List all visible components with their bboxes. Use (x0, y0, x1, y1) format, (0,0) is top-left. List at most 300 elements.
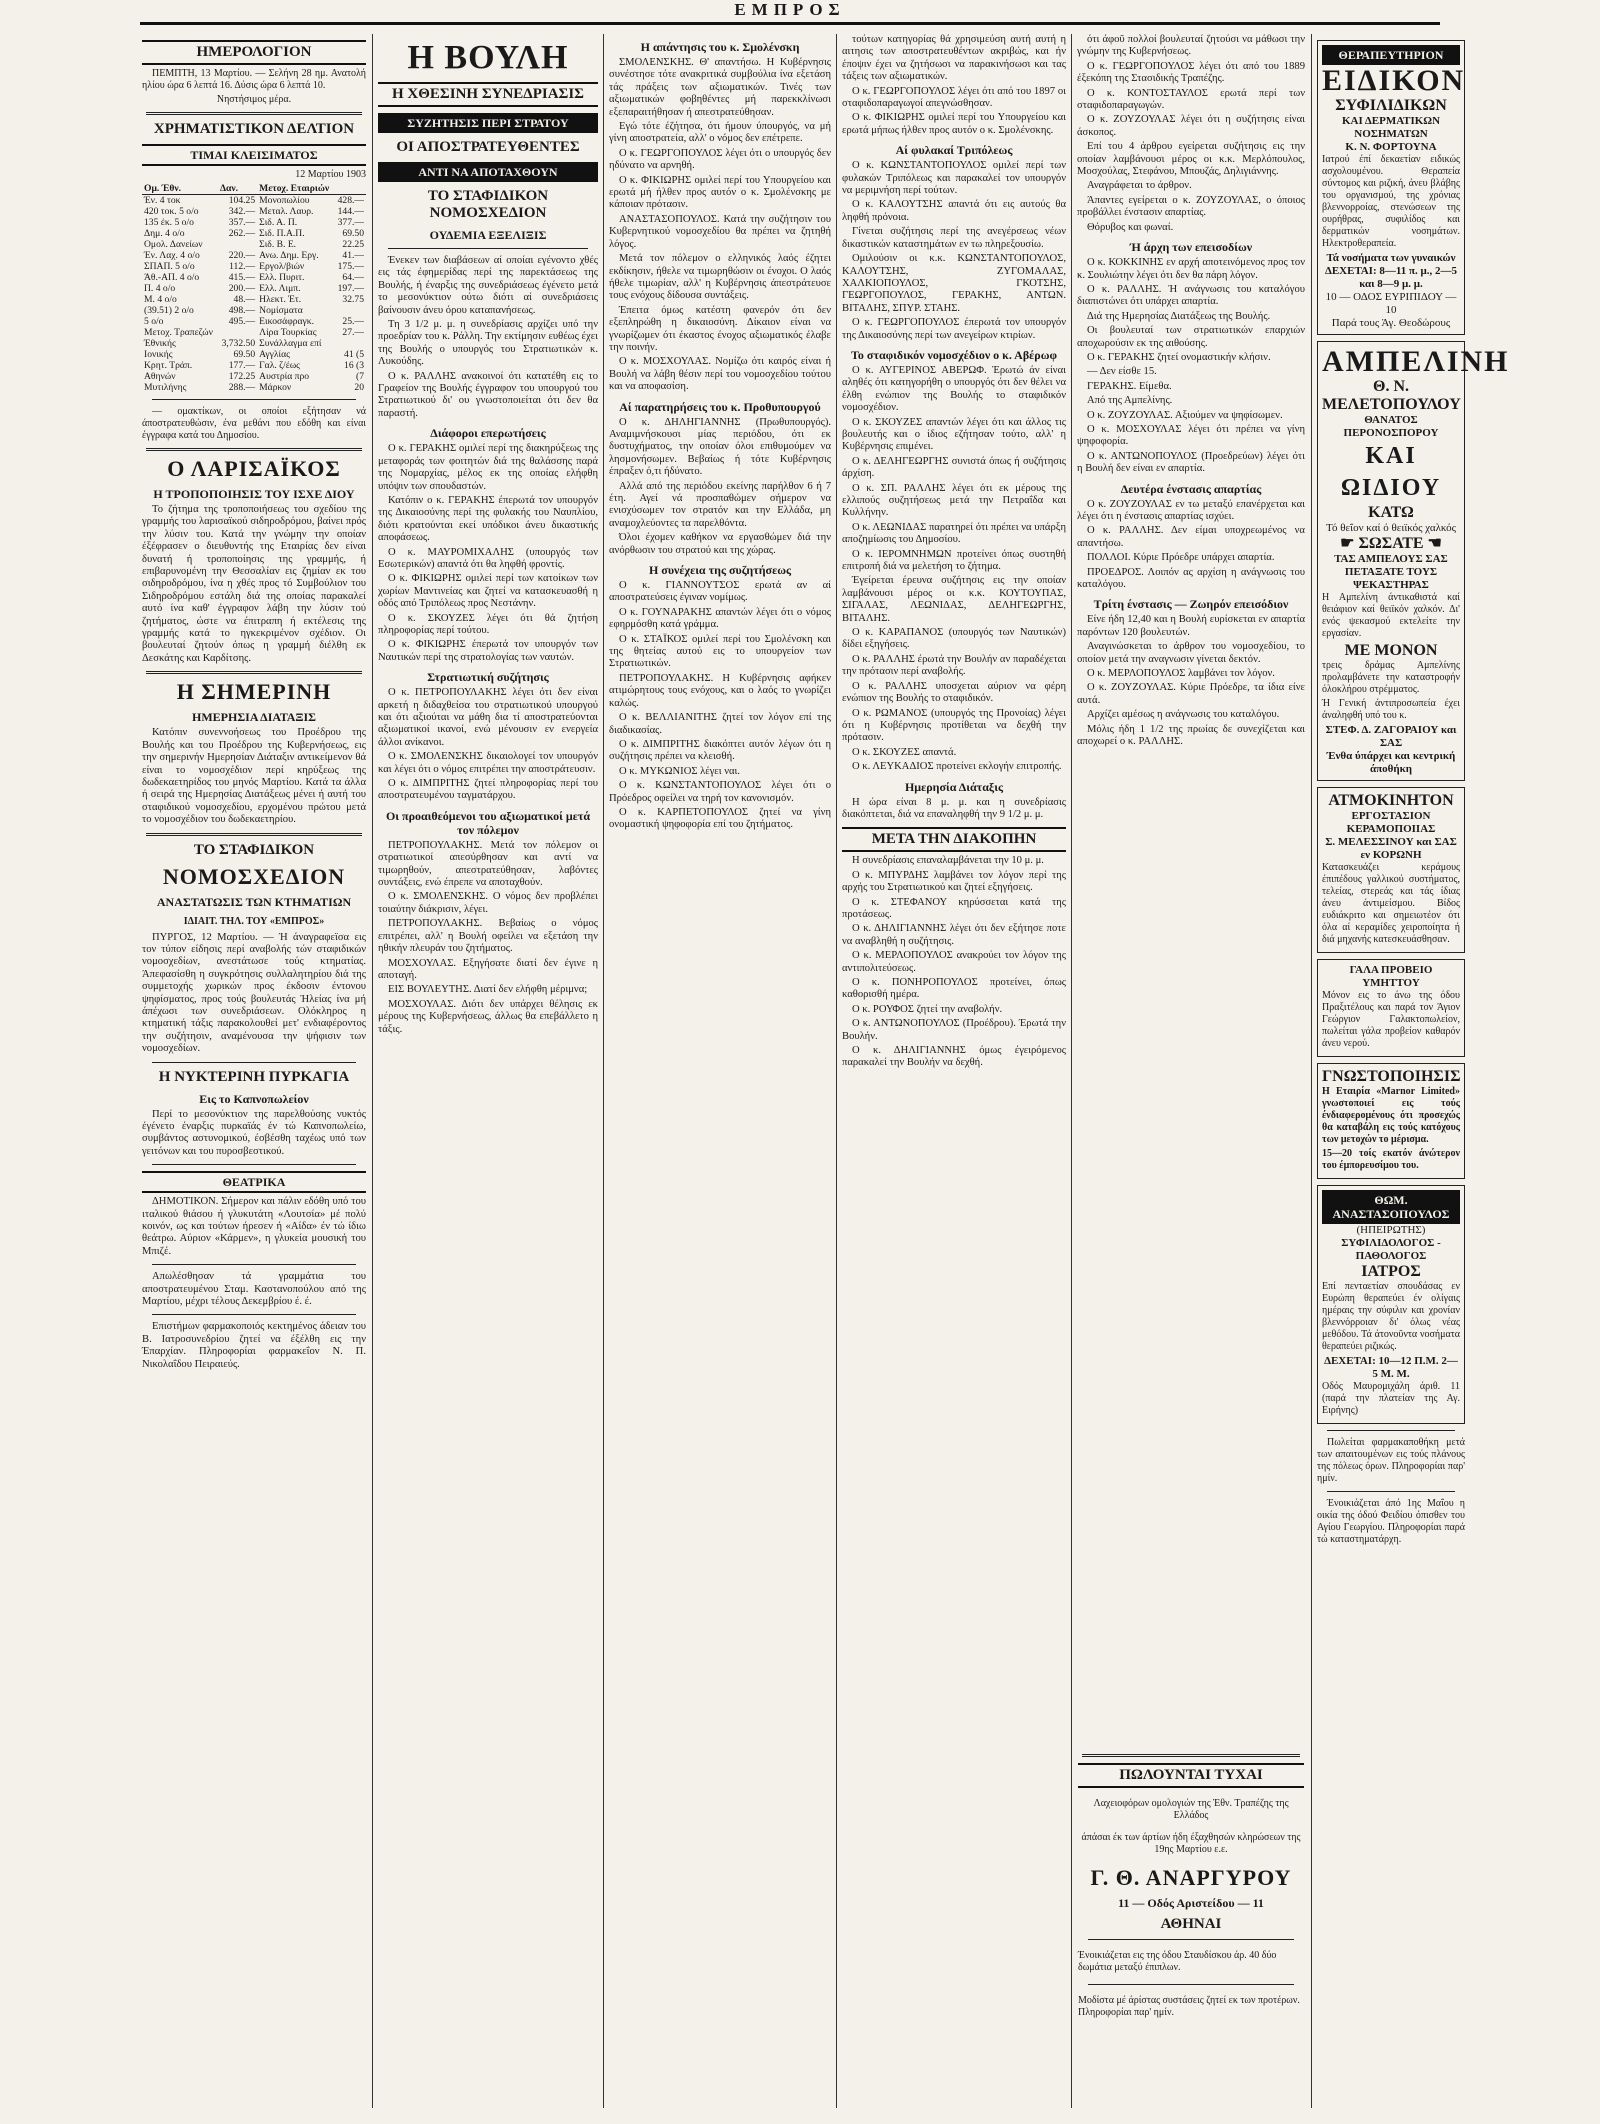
ampelini-ad-only: ΜΕ ΜΟΝΟΝ (1344, 642, 1438, 659)
paragraph: Ο κ. ΙΕΡΟΜΝΗΜΩΝ προτείνει όπως συστηθή επιτροπή διά να μελετήση το ζήτημα. (842, 548, 1066, 573)
finance-row (142, 316, 366, 327)
paragraph: Έπειτα όμως κατέστη φανερόν ότι δεν εξεπληρώθη η δικαιοσύνη. Δίκαιον είναι να γνωρίζωμεν ότι έκαστος ένοχος αξιωματικός έλαβε την ποινήν. (609, 304, 831, 353)
fin-header: Ομ. Έθν. (142, 183, 218, 195)
finance-cell: 112.— (229, 261, 256, 272)
paragraph: Αλλά από της περιόδου εκείνης παρήλθον 6 ή 7 έτη. Αγεί νά προσπαθώμεν σήμερον να ενισχύσωμεν τον στρατόν και την Ελλάδα, μη αναμοχλεύοντες τα παρελθόντα. (609, 480, 831, 529)
paragraph: ότι άφοῦ πολλοί βουλευταί ζητούσι να μάθωσι την γνώμην της Κυβερνήσεως. (1077, 34, 1305, 58)
tile-factory-ad (1317, 787, 1465, 953)
paragraph: Ο κ. ΜΠΥΡΔΗΣ λαμβάνει τον λόγον περί της αρχής του Στρατιωτικού και ζητεί εξηγήσεις. (842, 869, 1066, 894)
paragraph: Ο κ. ΚΑΡΠΕΤΟΠΟΥΛΟΣ ζητεί να γίνη ονομαστική ψηφοφορία επί του ζητήματος. (609, 806, 831, 831)
paragraph: Ο κ. ΡΑΛΛΗΣ υποσχεται αύριον να φέρη ενώπιον της Βουλής το σταφιδικόν. (842, 680, 1066, 705)
paragraph: Ο κ. ΡΟΥΦΟΣ ζητεί την αναβολήν. (852, 1003, 1003, 1015)
paragraph: ΜΟΣΧΟΥΛΑΣ. Διότι δεν υπάρχει θέλησις εκ μέρους της Κυβερνήσεως, άλλως θα επεβάλλετο η τάξις. (378, 998, 598, 1035)
finance-cell: 41.— (342, 250, 364, 261)
finance-cell: Έν. Λαχ. 4 ο/ο (144, 250, 200, 261)
paragraph: Ο κ. ΒΕΛΛΙΑΝΙΤΗΣ ζητεί τον λόγον επί της διαδικασίας. (609, 712, 831, 736)
fin-header (334, 183, 366, 195)
ampelini-ad-representation: Ή Γενική άντιπροσωπεία έχει άναληφθή υπό του κ. (1322, 698, 1460, 721)
clinic-ad (1317, 40, 1465, 335)
finance-cell: 69.50 (233, 349, 256, 360)
column-rule (1311, 34, 1312, 2108)
paragraph: Ο κ. ΣΜΟΛΕΝΣΚΗΣ δικαιολογεί τον υπουργόν και λέγει ότι ο νόμος επιτρέπει την αποστράτευσιν. (378, 751, 598, 775)
raisin-heading: ΤΟ ΣΤΑΦΙΔΙΚΟΝ (193, 841, 315, 858)
finance-cell: Μυτιλήνης (144, 382, 187, 393)
paragraph: Ο κ. ΚΟΚΚΙΝΗΣ εν αρχή αποτεινόμενος προς τον κ. Σουλιώτην λέγει ότι δεν θα πάρη λόγον. (1077, 257, 1305, 281)
questions-heading: Διάφοροι επερωτήσεις (430, 426, 546, 441)
prisons-heading: Αί φυλακαί Τριπόλεως (895, 143, 1013, 158)
paragraph: Ο κ. ΣΜΟΛΕΝΣΚΗΣ. Ο νόμος δεν προβλέπει τοιαύτην διάκρισιν, λέγει. (378, 891, 598, 915)
tile-ad-text: Κατασκευάζει κεράμους έπιπέδους γαλλικού συστήματος, τελείας, στερεάς και τάς ίδιας άνευ άντιμείσμου. Βίδος ευδιάκριτο και σημειωτέον ότι όλα αί κεραμίδες χειροποίητα ή διά μηχανής κατεσκευάσθησαν. (1322, 862, 1460, 945)
intro-paragraph: — ομακτίκων, οι οποίοι εξήτησαν νά άποστρατευθώσιν, ένα μεθάνι που εδόθη και είναι έγγραφα κατά του Δημοσίου. (142, 406, 366, 441)
column-rule (603, 34, 604, 2108)
finance-row (142, 382, 366, 393)
paragraph: Άπαντες εγείρεται ο κ. ΖΟΥΖΟΥΛΑΣ, ο όποιος προβάλλει ένστασιν απαρτίας. (1077, 194, 1305, 219)
clinic-ad-hours: ΔΕΧΕΤΑΙ: 8—11 π. μ., 2—5 και 8—9 μ. μ. (1324, 265, 1458, 290)
finance-row (142, 239, 366, 250)
finance-cell: 495.— (228, 316, 256, 327)
paragraph: Ο κ. ΜΟΣΧΟΥΛΑΣ. Νομίζω ότι καιρός είναι ή Βουλή να λάβη θέσιν περί του νομοσχεδίου τούτου και να αποφασίση. (609, 356, 831, 393)
finance-cell: Άθ.-ΑΠ. 4 ο/ο (144, 272, 200, 283)
paragraph: ΠΕΤΡΟΠΟΥΛΑΚΗΣ. Η Κυβέρνησις αφήκεν ατιμώρητους τους ενόχους, και ο λαός το γνωρίζει καλώς. (609, 672, 831, 709)
fire-heading: Η ΝΥΚΤΕΡΙΝΗ ΠΥΡΚΑΓΙΑ (158, 1068, 350, 1085)
paragraph: Ο κ. ΓΕΡΑΚΗΣ ζητεί ονομαστικήν κλήσιν. (1087, 351, 1271, 363)
pointing-hand-icon: ☚ (1427, 535, 1442, 552)
army-debate-heading: Στρατιωτική συζήτησις (427, 670, 549, 685)
theatre-text: ΔΗΜΟΤΙΚΟΝ. Σήμερον και πάλιν εδόθη υπό του ιταλικού θιάσου ή γλυκυτάτη «Λουτσία» μέ πολύ κοινόν, ως και τούτων ήρεσεν ή «Αίδα» έν τώ ίδιω θεάτρω. Αύριον «Κάρμεν», η γλυκεία μουσική του Μπιζέ. (142, 1196, 366, 1257)
finance-cell: Ελλ. Πυριτ. (259, 272, 305, 283)
doctor-ad-address: Οδός Μαυρομιχάλη άριθ. 11 (παρά την πλατείαν της Αγ. Ειρήνης) (1322, 1381, 1460, 1416)
continuation-heading: Η συνέχεια της συζητήσεως (648, 563, 792, 578)
finance-row (142, 294, 366, 305)
ampelini-ad-oidium: ΚΑΙ ΩΙΔΙΟΥ (1340, 443, 1442, 501)
finance-row (142, 217, 366, 228)
finance-cell (218, 327, 257, 338)
paragraph: Ο κ. ΛΕΥΚΑΔΙΟΣ προτείνει εκλογήν επιτροπής. (852, 761, 1062, 773)
milk-ad (1317, 959, 1465, 1057)
finance-row (142, 371, 366, 382)
finance-cell: Σιδ. Β. Ε. (259, 239, 297, 250)
finance-cell: Αθηνών (144, 371, 176, 382)
paragraph: Ο κ. ΔΗΛΙΓΙΑΝΝΗΣ όμως έγειρόμενος παρακαλεί την Βουλήν να δεχθή. (842, 1045, 1066, 1069)
paragraph: Η ώρα είναι 8 μ. μ. και η συνεδρίασις διακόπτεται, διά να επαναληφθή την 9 1/2 μ. μ. (842, 796, 1066, 820)
finance-cell: 357.— (228, 217, 256, 228)
ampelini-ad-death: ΘΑΝΑΤΟΣ ΠΕΡΟΝΟΣΠΟΡΟΥ (1343, 414, 1439, 439)
finance-row (142, 305, 366, 316)
paragraph: Διά της Ημερησίας Διατάξεως της Βουλής. (1087, 310, 1271, 322)
clinic-ad-women: Τά νοσήματα των γυναικών (1326, 252, 1456, 264)
lottery-name: Γ. Θ. ΑΝΑΡΓΥΡΟΥ (1090, 1865, 1292, 1890)
paragraph: Ο κ. ΖΟΥΖΟΥΛΑΣ. Κύριε Πρόεδρε, τα ίδια είνε αυτά. (1077, 682, 1305, 706)
seamstress-notice: Μοδίστα μέ άρίστας συστάσεις ζητεί εκ των προτέρων. Πληροφορίαι παρ' ημίν. (1078, 1995, 1300, 2018)
ampelini-ad-save-2: ΤΑΣ ΑΜΠΕΛΟΥΣ ΣΑΣ (1334, 553, 1448, 565)
ampelini-ad-down: ΚΑΤΩ (1368, 504, 1414, 521)
larissa-subheading: Η ΤΡΟΠΟΠΟΙΗΣΙΣ ΤΟΥ ΙΣΧΕ ΔΙΟΥ (153, 487, 355, 501)
paragraph: Ο κ. ΣΤΕΦΑΝΟΥ κηρύσσεται κατά της προτάσεως. (842, 896, 1066, 920)
paragraph: Ο κ. ΡΑΛΛΗΣ. Ή ανάγνωσις του καταλόγου διαπιστώνει ότι υπάρχει απαρτία. (1077, 283, 1305, 308)
paragraph: Ο κ. ΚΑΛΟΥΤΣΗΣ απαντά ότι εις αυτούς θα ληφθή πρόνοια. (842, 199, 1066, 223)
clinic-ad-address-2: Παρά τους Άγ. Θεοδώρους (1331, 317, 1451, 329)
averof-heading: Το σταφιδικόν νομοσχέδιον ο κ. Αβέρωφ (851, 347, 1057, 362)
diary-note: Νηστήσιμος μέρα. (216, 94, 292, 105)
paragraph: Ο κ. ΖΟΥΖΟΥΛΑΣ. Αξιούμεν να ψηφίσωμεν. (1087, 409, 1283, 421)
raisin-subheading: ΑΝΑΣΤΑΤΩΣΙΣ ΤΩΝ ΚΤΗΜΑΤΙΩΝ (156, 894, 352, 909)
finance-cell: (39.51) 2 ο/ο (144, 305, 194, 316)
paragraph: Ο κ. ΔΕΛΗΓΕΩΡΓΗΣ συνιστά όπως ή συζήτησις άρχίση. (842, 455, 1066, 480)
paragraph: Ο κ. ΦΙΚΙΩΡΗΣ ομιλεί περί των κατοίκων των χωρίων Μαντινείας και ζητεί να κατασκευασθή η οδός από Τριπόλεως προς Νεστάνην. (378, 573, 598, 610)
finance-cell: 262.— (228, 228, 256, 239)
lottery-city: ΑΘΗΝΑΙ (1160, 1916, 1222, 1932)
paragraph: Ο κ. ΔΗΛΗΓΙΑΝΝΗΣ (Πρωθυπουργός). Αναμιμνήσκουσι μίας περιόδου, ότι εκ δυστυχήματος, την οποίαν όλοι επιθυμούμεν να λησμονήσωμεν. Βεβαίως ή τότε Κυβέρνησις έπραξεν ό,τι ήδύνατο. (609, 416, 831, 478)
notice-ad-text: Η Εταιρία «Marnor Limited» γνωστοποιεί εις τούς ένδιαφερομένους ότι προσεχώς θα καταβάλη εις τούς κατόχους των μετοχών το μέρισμα. (1322, 1086, 1460, 1145)
paragraph: Ο κ. ΦΙΚΙΩΡΗΣ ομιλεί περί του Υπουργείου και ερωτά μήπως ήλθεν προς αυτόν ο κ. Σμολένσκης. (842, 112, 1066, 136)
notice-ad-text-2: 15—20 τοίς εκατόν άνώτερον του έμπορευσίμου του. (1322, 1148, 1460, 1171)
paragraph: Ο κ. ΡΑΛΛΗΣ. Δεν είμαι υποχρεωμένος να απαντήσω. (1077, 525, 1305, 549)
paragraph: Ο κ. ΣΚΟΥΖΕΣ απαντών λέγει ότι και άλλος τις βουλευτής και ο ίδιος εζήτησαν τούτο, αλλ' η Κυβέρνησις επιμένει. (842, 416, 1066, 453)
paragraph: ΣΜΟΛΕΝΣΚΗΣ. Θ' απαντήσω. Η Κυβέρνησις συνέστησε τότε ανακριτικά συμβούλια ίνα εξετάση τάς πράξεις των αξιωματικών. Τινές των αξιωματικών φοβηθέντες μή παρεκκλίνωσι εξεπαραιτήθησαν ή απεστρατεύθησαν. (609, 57, 831, 118)
milk-ad-title: ΓΑΛΑ ΠΡΟΒΕΙΟ ΥΜΗΤΤΟΥ (1349, 964, 1433, 989)
finance-cell: Ανω. Δημ. Εργ. (259, 250, 319, 261)
paragraph: Ο κ. ΠΟΝΗΡΟΠΟΥΛΟΣ προτείνει, όπως καθορισθή ημέρα. (842, 977, 1066, 1001)
paragraph: Ο κ. ΚΟΝΤΟΣΤΑΥΛΟΣ ερωτά περί των σταφιδοπαραγωγών. (1077, 87, 1305, 112)
paragraph: τούτων κατηγορίας θά χρησιμεύση αυτή αυτή η αιτησις των αποστρατευθέντων ακριβώς, και ήν έποψιν έχει να ζητήσωσι να παρακινήσωσι και τας τάξεις των αξιωματικών. (842, 34, 1066, 83)
paragraph: Μετά τον πόλεμον ο ελληνικός λαός έζητει εκδίκησιν, ήθελε να τιμωρηθώσιν οι ένοχοι. Ο λαός ήθελε τιμωρίαν, αλλ' η Κυβέρνησις άπεστράτευσε τους ενόχους δίδουσα συντάξεις. (609, 253, 831, 302)
paragraph: Οι βουλευταί των στρατιωτικών επαρχιών αποχωρούσιν εκ της αιθούσης. (1077, 325, 1305, 349)
incidents-heading: Ή άρχη των επεισοδίων (1129, 240, 1253, 255)
clinic-ad-address: 10 — ΟΔΟΣ ΕΥΡΙΠΙΔΟΥ — 10 (1325, 291, 1457, 316)
finance-cell: Εικοσάφραγκ. (259, 316, 315, 327)
doctor-ad (1317, 1185, 1465, 1424)
paragraph: ΠΟΛΛΟΙ. Κύριε Πρόεδρε υπάρχει απαρτία. (1087, 552, 1275, 564)
paragraph: Ο κ. ΜΟΣΧΟΥΛΑΣ λέγει ότι πρέπει να γίνη ψηφοφορία. (1077, 423, 1305, 448)
observations-heading: Αί παρατηρήσεις του κ. Προθυπουργού (619, 399, 821, 414)
paragraph: ΠΡΟΕΔΡΟΣ. Λοιπόν ας αρχίση η ανάγνωσις του καταλόγου. (1077, 566, 1305, 591)
finance-cell: Μονοπωλίου (259, 195, 310, 206)
paragraph: Αναγινώσκεται το άρθρον του νομοσχεδίου, το οποίον μετά την αναγνωσιν γίνεται δεκτόν. (1077, 641, 1305, 665)
finance-cell: Γαλ. ζ/έως (259, 360, 300, 371)
paragraph: ΑΝΑΣΤΑΣΟΠΟΥΛΟΣ. Κατά την συζήτησιν του Κυβερνητικού νομοσχεδίου θα πρέπει να ζητηθή λόγος. (609, 213, 831, 250)
paragraph: Ο κ. ΠΕΤΡΟΠΟΥΛΑΚΗΣ λέγει ότι δεν είναι αρκετή η διδαχθείσα του στρατιωτικού υπουργού και ότι αξιούται να μάθη δια τί αποστρατεύονται αξιωματικοί ικανοί, ενώ μένουσιν εν ενεργεία άλλοι ανίκανοι. (378, 687, 598, 748)
finance-cell: Ηλεκτ. Έτ. (259, 294, 302, 305)
finance-table (142, 183, 366, 393)
finance-cell: 104.25 (228, 195, 256, 206)
paragraph: Ο κ. ΓΕΩΡΓΟΠΟΥΛΟΣ λέγει ότι από του 1889 έξεκόπη της Στασιδικής Τραπέζης. (1077, 60, 1305, 85)
paragraph: Ο κ. ΜΕΡΛΟΠΟΥΛΟΣ ανακρούει τον λόγον της αντιπολιτεύσεως. (842, 950, 1066, 974)
paragraph: Ο κ. ΑΥΓΕΡΙΝΟΣ ΑΒΕΡΩΦ. Έρωτώ άν είναι αληθές ότι κατηγορήθη ο υπουργός ότι δεν θέλει να έλθη ενώπιον της Βουλής το σταφιδικόν νομοσχέδιον. (842, 364, 1066, 414)
finance-cell: 64.— (342, 272, 364, 283)
raisin-telegram: ΙΔΙΑΙΤ. ΤΗΛ. ΤΟΥ «ΕΜΠΡΟΣ» (183, 915, 325, 927)
doctor-ad-title-2: ΙΑΤΡΟΣ (1361, 1263, 1421, 1280)
finance-cell: 177.— (228, 360, 256, 371)
finance-cell: 172.25 (228, 371, 256, 382)
paragraph: Ο κ. ΑΝΤΩΝΟΠΟΥΛΟΣ (Προέδρου). Έρωτά την Βουλήν. (842, 1018, 1066, 1042)
today-text: Κατόπιν συνεννοήσεως του Προέδρου της Βουλής και του Προέδρου της Κυβερνήσεως, εις την σημερινήν Ημερησίαν Διάταξιν αντικείμενον θά είναι το νομοσχέδιον περί κηρύξεως της δωδεκαετηρίδος του μηνός Μαρτίου. Κατά τα άλλα ή σειρά της Ημερησίας Διατάξεως μένει ή αυτή του σταφιδικού νομοσχεδίου, ερχομένου πρώτου μετά το νομοσχέδιον του δωδεκαετηρίου. (142, 727, 366, 826)
agenda-heading: Ημερησία Διάταξις (904, 779, 1004, 794)
paragraph: Όλοι έχομεν καθήκον να εργασθώμεν διά την ανόρθωσιν του στρατού και της χώρας. (609, 532, 831, 556)
closing-prices-heading: ΤΙΜΑΙ ΚΛΕΙΣΙΜΑΤΟΣ (142, 144, 366, 166)
clinic-ad-doctor: Κ. Ν. ΦΟΡΤΟΥΝΑ (1345, 141, 1437, 153)
diary-heading: ΗΜΕΡΟΛΟΓΙΟΝ (142, 40, 366, 65)
finance-cell: Κρητ. Τράπ. (144, 360, 193, 371)
finance-cell: Νομίσματα (259, 305, 303, 316)
clinic-ad-sub: ΚΑΙ ΔΕΡΜΑΤΙΚΩΝ ΝΟΣΗΜΑΤΩΝ (1341, 115, 1441, 140)
today-subheading: ΗΜΕΡΗΣΙΑ ΔΙΑΤΑΞΙΣ (191, 710, 317, 725)
column-1 (142, 34, 366, 2114)
paragraph: Αρχίζει αμέσως η ανάγνωσις του καταλόγου. (1087, 709, 1280, 721)
finance-cell: Δημ. 4 ο/ο (144, 228, 185, 239)
finance-row (142, 261, 366, 272)
finance-cell: Σιδ. Α. Π. (259, 217, 298, 228)
clinic-ad-big: ΕΙΔΙΚΟΝ (1322, 64, 1466, 97)
paragraph: Ο κ. ΡΑΛΛΗΣ έρωτά την Βουλήν αν παραδέχεται την πρότασιν περί αναβολής. (842, 653, 1066, 678)
paragraph: ΕΙΣ ΒΟΥΛΕΥΤΗΣ. Διατί δεν ελήφθη μέριμνα; (388, 984, 588, 996)
finance-cell (334, 305, 366, 316)
notice-ad-title: ΓΝΩΣΤΟΠΟΙΗΣΙΣ (1322, 1068, 1461, 1085)
finance-cell: Μεταλ. Λαυρ. (259, 206, 314, 217)
after-break-heading: ΜΕΤΑ ΤΗΝ ΔΙΑΚΟΠΗΝ (842, 827, 1066, 852)
paragraph: Ο κ. ΚΩΝΣΤΑΝΤΟΠΟΥΛΟΣ ομιλεί περί των φυλακών Τριπόλεως και παρακαλεί τον υπουργόν να μεριμνήση περί τούτων. (842, 160, 1066, 197)
paragraph: Ο κ. ΜΑΥΡΟΜΙΧΑΛΗΣ (υπουργός των Εσωτερικών) απαντά ότι θα ληφθή φροντίς. (378, 546, 598, 570)
finance-cell: Σιδ. Π.Α.Π. (259, 228, 305, 239)
retired-sub-heading: ΑΝΤΙ ΝΑ ΑΠΟΤΑΧΘΟΥΝ (378, 162, 598, 182)
diary-text: ΠΕΜΠΤΗ, 13 Μαρτίου. — Σελήνη 28 ημ. Ανατολή ηλίου ώρα 6 λεπτά 16. Δύσις ώρα 6 λεπτά 10. (142, 68, 366, 91)
paragraph: Ο κ. ΚΩΝΣΤΑΝΤΟΠΟΥΛΟΣ λέγει ότι ο Πρόεδρος οφείλει να τηρή τον κανονισμόν. (609, 780, 831, 804)
session-heading: Η ΧΘΕΣΙΝΗ ΣΥΝΕΔΡΙΑΣΙΣ (378, 82, 598, 107)
paragraph: ΠΕΤΡΟΠΟΥΛΑΚΗΣ. Βεβαίως ο νόμος επιτρέπει, αλλ' η Βουλή οφείλει να εξετάση την ηθικήν πλευράν του ζητήματος. (378, 918, 598, 955)
finance-cell: Εργολ/βιών (259, 261, 305, 272)
lost-notice: Απωλέσθησαν τά γραμμάτια του αποστρατευμένου Σταμ. Καστανοπούλου από της Μαρτίου, μέχρι τέλους Δεκεμβρίου έ. έ. (142, 1271, 366, 1308)
paragraph: Ο κ. ΖΟΥΖΟΥΛΑΣ εν τω μεταξύ επανέρχεται και λέγει ότι η ένστασις απαρτίας ισχύει. (1077, 498, 1305, 522)
finance-cell: 48.— (233, 294, 256, 305)
finance-cell: Π. 4 ο/ο (144, 283, 176, 294)
paragraph: ΠΕΤΡΟΠΟΥΛΑΚΗΣ. Μετά τον πόλεμον οι στρατιωτικοί απεσύρθησαν και αντί να τιμωρηθούν, απεστρατεύθησαν, λαβόντες συντάξεις, ενώ έπρεπε να αποταχθούν. (378, 839, 598, 889)
masthead: ΕΜΠΡΟΣ (140, 0, 1440, 25)
fin-header: Μετοχ. Εταιριών (257, 183, 334, 195)
ampelini-ad-paragraph-2: τρεις δράμας Αμπελίνης προλαμβάνετε την καταστροφήν όλοκλήρου στρέμματος. (1322, 660, 1460, 695)
finance-cell: 22.25 (342, 239, 364, 250)
paragraph: Ο κ. ΛΕΩΝΙΔΑΣ παρατηρεί ότι πρέπει να υπάρξη αποζημίωσις του Δημοσίου. (842, 521, 1066, 546)
milk-ad-text: Μόνον εις το άνω της όδου Πραξιτέλους και παρά τον Άγιον Γεώργιον Γαλακτοπωλείον, πωλείται γάλα προβείον καθαρόν άνευ νερού. (1322, 990, 1460, 1049)
paragraph: Από της Αμπελίνης. (1087, 395, 1173, 407)
finance-row (142, 360, 366, 371)
rent-notice: Ένοικιάζεται εις της όδου Σταυδίσκου άρ. 40 δύο δωμάτια μεταξύ έπιπλων. (1078, 1950, 1277, 1973)
army-heading: ΣΥΖΗΤΗΣΙΣ ΠΕΡΙ ΣΤΡΑΤΟΥ (378, 113, 598, 133)
finance-row (142, 349, 366, 360)
raisin-bill-heading: ΤΟ ΣΤΑΦΙΔΙΚΟΝ ΝΟΜΟΣΧΕΔΙΟΝ (427, 188, 549, 221)
clinic-ad-top: ΘΕΡΑΠΕΥΤΗΡΙΟΝ (1322, 45, 1460, 65)
tile-ad-name: Σ. ΜΕΛΕΣΣΙΝΟΥ και ΣΑΣ εν ΚΟΡΩΝΗ (1325, 836, 1457, 861)
paragraph: Ο κ. ΡΩΜΑΝΟΣ (υπουργός της Προνοίας) λέγει ότι η Κυβέρνησις προτίθεται να δεχθή την πρότασιν. (842, 707, 1066, 744)
parliament-heading: Η ΒΟΥΛΗ (407, 39, 569, 76)
paragraph: Ο κ. ΣΚΟΥΖΕΣ λέγει ότι θά ζητήση πληροφορίας περί τούτου. (378, 612, 598, 636)
finance-cell: 197.— (337, 283, 364, 294)
column-rule (372, 34, 373, 2108)
today-heading: Η ΣΗΜΕΡΙΝΗ (176, 679, 332, 705)
ampelini-ad-depot: Ένθα ύπάρχει και κεντρική άποθήκη (1326, 750, 1456, 775)
fire-text: Περί το μεσονύκτιον της παρελθούσης νυκτός έγένετο έναρξις πυρκαϊάς έν τώ Καπνοπωλείω, συμβάντος αστυνομικού, έσβέσθη ταχέως υπό των γειτόνων και του πυροσβεστικού. (142, 1108, 366, 1157)
finance-cell: Μ. 4 ο/ο (144, 294, 177, 305)
finance-cell: Αυστρία προ (259, 371, 310, 382)
finance-cell: Έν. 4 τοκ (144, 195, 181, 206)
paragraph: Ο κ. ΖΟΥΖΟΥΛΑΣ λέγει ότι η συζήτησις είναι άσκοπος. (1077, 114, 1305, 138)
house-rent-notice: Ένοικιάζεται άπό 1ης Μαΐου η οικία της όδού Φειδίου όπισθεν του Αγίου Γεωργίου. Πληροφορίαι παρά τώ καταστηματάρχη. (1317, 1498, 1465, 1545)
paragraph: Ο κ. ΣΠ. ΡΑΛΛΗΣ λέγει ότι εκ μέρους της ελλιπούς συζητήσεως μετά την Πετραΐδα και Κυλλήνην. (842, 482, 1066, 519)
column-rule (1071, 34, 1072, 2108)
raisin-bill-subheading: ΟΥΔΕΜΙΑ ΕΞΕΛΙΞΙΣ (429, 228, 547, 242)
paragraph: Αναγράφεται το άρθρον. (1087, 180, 1192, 192)
finance-cell: 5 ο/ο (144, 316, 164, 327)
finance-row (142, 206, 366, 217)
paragraph: Ο κ. ΣΚΟΥΖΕΣ απαντά. (852, 746, 957, 758)
tile-ad-title: ΑΤΜΟΚΙΝΗΤΟΝ (1328, 792, 1454, 809)
column-2 (378, 34, 598, 2114)
notice-ad (1317, 1063, 1465, 1179)
finance-cell: Λίρα Τουρκίας (259, 327, 317, 338)
finance-cell: ΣΠΑΠ. 5 ο/ο (144, 261, 195, 272)
finance-row (142, 228, 366, 239)
finance-cell: 3,732.50 (221, 338, 256, 349)
paragraph: Είνε ήδη 12,40 και η Βουλή ευρίσκεται εν απαρτία παρόντων 120 βουλευτών. (1077, 614, 1305, 638)
ampelini-ad (1317, 341, 1510, 781)
paragraph: Ο κ. ΦΙΚΙΩΡΗΣ ομιλεί περί του Υπουργείου και ερωτά μή ήλθεν προς αυτόν ο κ. Σμολένσκης με κάποιαν πρότασιν. (609, 174, 831, 211)
paragraph: Ο κ. ΓΕΡΑΚΗΣ ομιλεί περί της διακηρύξεως της μεταφοράς των φοιτητών διά της θαλάσσης παρά της Νομαρχίας, μέλος εκ της οποίας ελήφθη υπόψιν των σπουδαστών. (378, 443, 598, 492)
paragraph: Ο κ. ΦΙΚΙΩΡΗΣ έπερωτά τον υπουργόν των Ναυτικών περί της στρατολογίας των ναυτών. (378, 639, 598, 663)
finance-cell: 288.— (228, 382, 256, 393)
finance-cell: 27.— (342, 327, 364, 338)
paragraph: Ο κ. ΔΙΜΠΡΙΤΗΣ ζητεί πληροφορίας περί του αποστρατευμένου ταγματάρχου. (378, 778, 598, 802)
doctor-ad-title: ΣΥΦΙΛΙΔΟΛΟΓΟΣ - ΠΑΘΟΛΟΓΟΣ (1341, 1237, 1441, 1262)
finance-cell: 144.— (337, 206, 364, 217)
finance-cell: 220.— (228, 250, 256, 261)
second-objection-heading: Δευτέρα ένστασις απαρτίας (1120, 481, 1262, 496)
doctor-ad-name: ΘΩΜ. ΑΝΑΣΤΑΣΟΠΟΥΛΟΣ (1322, 1190, 1460, 1224)
ampelini-ad-save-label: ΣΩΣΑΤΕ (1358, 535, 1424, 552)
finance-cell (218, 239, 257, 250)
paragraph: Έγείρεται έρευνα συζήτησις εις την οποίαν λαμβάνουσι μέρος οι κ.κ. ΚΟΥΤΟΥΠΑΣ, ΣΙΓΑΛΑΣ, ΛΕΩΝΙΔΑΣ, ΔΕΛΗΓΕΩΡΓΗΣ, ΒΙΤΑΛΗΣ. (842, 575, 1066, 624)
ampelini-ad-throw: ΠΕΤΑΞΑΤΕ ΤΟΥΣ ΨΕΚΑΣΤΗΡΑΣ (1344, 566, 1438, 591)
finance-cell: 377.— (337, 217, 364, 228)
fire-subheading: Εις το Καπνοπωλείον (199, 1091, 309, 1106)
finance-cell: 16 (3 (344, 360, 364, 371)
paragraph: Ο κ. ΡΑΛΛΗΣ ανακοινοί ότι κατατέθη εις το Γραφείον της Βουλής έγγραφον του υπουργού του Στρατιωτικού δι' ου γνωστοποιείται ότι δεν θα παραστή. (378, 370, 598, 419)
finance-row (142, 195, 366, 207)
paragraph: Ένεκεν των διαβάσεων αί οποίαι εγένοντο χθές εις τάς έφημερίδας περί της παρεκτάσεως της Βουλής, ή έναρξις της συνεδριάσεως έγένετο μετά το μεσονύκτιον ούτω διότι αί συνεδριάσεις βαίνουσιν άνευ όρου καταπανήσεως. (378, 255, 598, 316)
war-heading: Οι προαιθεόμενοι του αξιωματικοί μετά τον πόλεμον (385, 808, 591, 837)
finance-cell: Μάρκον (259, 382, 292, 393)
finance-heading: ΧΡΗΜΑΤΙΣΤΙΚΟΝ ΔΕΛΤΙΟΝ (153, 121, 355, 137)
paragraph: Ο κ. ΔΙΜΠΡΙΤΗΣ διακόπτει αυτόν λέγων ότι η συζήτησις πρέπει να κλεισθή. (609, 738, 831, 763)
finance-cell: 41 (5 (344, 349, 364, 360)
finance-cell: 135 έκ. 5 ο/ο (144, 217, 194, 228)
finance-cell: 200.— (228, 283, 256, 294)
finance-cell (334, 338, 366, 349)
finance-cell: 428.— (337, 195, 364, 206)
paragraph: Ομιλούσιν οι κ.κ. ΚΩΝΣΤΑΝΤΟΠΟΥΛΟΣ, ΚΑΛΟΥΤΣΗΣ, ΖΥΓΟΜΑΛΑΣ, ΧΑΛΚΙΟΠΟΥΛΟΣ, ΓΚΟΤΣΗΣ, ΓΕΩΡΓΟΠΟΥΛΟΣ, ΓΕΡΑΚΗΣ, ΑΝΤΩΝ. ΒΙΤΑΛΗΣ, ΣΠΥΡ. ΣΤΑΗΣ. (842, 253, 1066, 314)
paragraph: Ο κ. ΚΑΡΑΠΑΝΟΣ (υπουργός των Ναυτικών) δίδει εξηγήσεις. (842, 627, 1066, 651)
clinic-ad-text: Ιατρού έπί δεκαετίαν ειδικώς ασχολουμένου. Θεραπεία σύντομος και ριζική, άνευ βλάβης του οργανισμού, της χρόνιας βλεννορροίας, στενώσεων της ουρήθρας, συφιλίδος και δερματικών νοσημάτων. Ηλεκτροθεραπεία. (1322, 154, 1460, 249)
column-4 (842, 34, 1066, 2114)
finance-cell: 20 (354, 382, 364, 393)
lottery-text: Λαχειοφόρων ομολογιών της Έθν. Τραπέζης της Ελλάδος (1093, 1798, 1289, 1821)
larissa-text: Το ζήτημα της τροποποιήσεως του σχεδίου της γραμμής του λαρισαϊκού σιδηροδρόμου, βαίνει πρός την λύσιν του. Κατά την γνώμην την οποίαν έξέφρασεν ο διευθυντής της Εταιρίας δεν είναι δυνατή ή τροποποίησις της γραμμής, ή επιβαρυνομένη την Θεσσαλίαν εις ζημίαν εκ του σιδηροδρόμου, ίνα η χθές προς τό Συμβούλιον του Σιδηροδρόμου εστάλη διά της οποίας παρακαλεί αυτό ίνα καθ' έγγραφον λάβη την λύσιν τού ζητήματος, ώστε να έπιτραπη ή εκτέλεσις της γραμμής κατά το ηγκεκριμένον σχέδιον. Οι βουλευταί ζητούν όπως η γραμμή διέλθη εκ Δεσκάτης και Καρδίτσης. (142, 504, 366, 664)
finance-cell: 420 τοκ. 5 ο/ο (144, 206, 199, 217)
paragraph: Ο κ. ΣΤΑΪΚΟΣ ομιλεί περί του Σμολένσκη και της θητείας αυτού εις το υπουργείον των Στρατιωτικών. (609, 633, 831, 670)
paragraph: Ο κ. ΓΕΩΡΓΟΠΟΥΛΟΣ έπερωτά τον υπουργόν της Δικαιοσύνης περί των ανεγείρων κτιρίων. (842, 317, 1066, 341)
finance-row (142, 272, 366, 283)
paragraph: ΜΟΣΧΟΥΛΑΣ. Εξηγήσατε διατί δεν έγινε η αποταγή. (378, 957, 598, 981)
reply-heading: Η απάντησις του κ. Σμολένσκη (640, 40, 800, 54)
finance-cell: Αγγλίας (259, 349, 290, 360)
finance-row (142, 338, 366, 349)
lottery-ad (1078, 1748, 1304, 2029)
third-objection-heading: Τρίτη ένστασις — Ζωηρόν επεισόδιον (1093, 597, 1289, 612)
paragraph: Επί του 4 άρθρου εγείρεται συζήτησις εις την οποίαν λαμβάνουσι μέρος οι κ.κ. Μερλόπουλος, Μοσχούλας, Στεφάνου, Μπουζάς, Δηλιγιάννης. (1077, 141, 1305, 178)
column-6-ads (1317, 34, 1510, 2114)
paragraph: Ο κ. ΓΕΩΡΓΟΠΟΥΛΟΣ λέγει ότι ο υπουργός δεν ηδύνατο να αρνηθή. (609, 147, 831, 172)
theatre-heading: ΘΕΑΤΡΙΚΑ (142, 1171, 366, 1193)
doctor-ad-hours: ΔΕΧΕΤΑΙ: 10—12 Π.Μ. 2—5 Μ. Μ. (1324, 1355, 1458, 1380)
lottery-address: 11 — Οδός Αριστείδου — 11 (1118, 1896, 1264, 1910)
finance-cell: Ελλ. Λιμπ. (259, 283, 301, 294)
paragraph: Ο κ. ΜΥΚΩΝΙΟΣ λέγει ναι. (619, 765, 741, 777)
lottery-text-2: άπάσαι έκ των άρτίων ήδη έξαχθησών κληρώσεων της 19ης Μαρτίου ε.ε. (1081, 1832, 1301, 1855)
paragraph: Η συνεδρίασις επαναλαμβάνεται την 10 μ. μ. (852, 855, 1044, 867)
finance-cell: 342.— (228, 206, 256, 217)
pharmacist-notice: Επιστήμων φαρμακοποιός κεκτημένος άδειαν του Β. Ιατροσυνεδρίου ζητεί να έξέλθη εις την Έπαρχίαν. Πληροφορίαι φαρμακεΐον Ν. Π. Νικολαΐδου Πειραιεύς. (142, 1321, 366, 1370)
paragraph: Ο κ. ΓΙΑΝΝΟΥΤΣΟΣ ερωτά αν αί αποστρατεύσεις έγιναν νομίμως. (609, 580, 831, 604)
paragraph: Θόρυβος και φωναί. (1087, 221, 1174, 233)
finance-cell: 415.— (228, 272, 256, 283)
doctor-ad-text: Επί πενταετίαν σπουδάσας εν Ευρώπη θεραπεύει έν ολίγαις ημέραις την σύφιλιν και χρονίαν βλεννόρροιαν δι' όλως νέας μεθόδου. Τά άτονοῦντα νοσήματα θεραπεύει ριζικώς. (1322, 1281, 1460, 1352)
raisin-big-heading: ΝΟΜΟΣΧΕΔΙΟΝ (162, 863, 346, 889)
ampelini-ad-save (1322, 535, 1460, 553)
pointing-hand-icon: ☛ (1340, 535, 1355, 552)
ampelini-ad-paragraph: Η Αμπελίνη άντικαθιστά καί θειάφιον καί θειϊκόν χαλκόν. Δι' ενός ψεκασμού εκτελείτε την εργασίαν. (1322, 592, 1460, 639)
finance-cell: 175.— (337, 261, 364, 272)
paragraph: ΓΕΡΑΚΗΣ. Είμεθα. (1087, 380, 1172, 392)
paragraph: Τη 3 1/2 μ. μ. η συνεδρίασις αρχίζει υπό την προεδρίαν του κ. Ράλλη. Την εκτίμησιν ευθέως έχει της Βουλής ο υπουργός του Στρατιωτικών κ. Λυκούδης. (378, 319, 598, 368)
fin-header: Δαν. (218, 183, 257, 195)
finance-cell: Μετοχ. Τραπεζών (144, 327, 213, 338)
larissa-heading: Ο ΛΑΡΙΣΑΪΚΟΣ (167, 456, 341, 481)
ampelini-ad-name: Θ. Ν. ΜΕΛΕΤΟΠΟΥΛΟΥ (1322, 378, 1461, 413)
finance-row (142, 283, 366, 294)
finance-row (142, 327, 366, 338)
finance-cell: Συνάλλαγμα επί (259, 338, 322, 349)
finance-cell: 32.75 (342, 294, 364, 305)
column-3 (609, 34, 831, 2114)
paragraph: Ο κ. ΓΕΩΡΓΟΠΟΥΛΟΣ λέγει ότι από του 1897 οι σταφιδοπαραγωγοί απεγνώσθησαν. (842, 85, 1066, 110)
finance-cell: 69.50 (342, 228, 364, 239)
paragraph: Ο κ. ΔΗΛΙΓΙΑΝΝΗΣ λέγει ότι δεν εξήτησε ποτε να αναβληθή η συζήτησις. (842, 923, 1066, 947)
ampelini-ad-rep-name: ΣΤΕΦ. Δ. ΖΑΓΟΡΑΙΟΥ και ΣΑΣ (1325, 724, 1457, 749)
pharmacy-sale-notice: Πωλείται φαρμακαποθήκη μετά των απαιτουμένων εις τούς πλάνους της πόλεως όρων. Πληροφορίαι παρ' ημίν. (1317, 1437, 1465, 1484)
paragraph: Μόλις ήδη 1 1/2 της πρωίας δε συνεχίζεται και αποχωρεί ο κ. ΡΑΛΛΗΣ. (1077, 723, 1305, 748)
paragraph: Ο κ. ΑΝΤΩΝΟΠΟΥΛΟΣ (Προεδρεύων) λέγει ότι η Βουλή δεν είναι εν απαρτία. (1077, 450, 1305, 475)
paragraph: Εγώ τότε έζήτησα, ότι ήμουν ύπουργός, να μή γίνη αποστρατεία, αλλ' ο νόμος δεν επέτρεπε. (609, 121, 831, 145)
tile-ad-sub: ΕΡΓΟΣΤΑΣΙΟΝ ΚΕΡΑΜΟΠΟΙΙΑΣ (1346, 810, 1436, 835)
finance-row (142, 250, 366, 261)
finance-cell: Ιονικής (144, 349, 173, 360)
lottery-heading: ΠΩΛΟΥΝΤΑΙ ΤΥΧΑΙ (1078, 1763, 1304, 1788)
finance-date: 12 Μαρτίου 1903 (295, 169, 366, 180)
finance-cell: Έθνικής (144, 338, 176, 349)
paragraph: Γίνεται συζήτησις περί της ανεγέρσεως νέων δικαστικών καταστημάτων εν τω πληρεξουσίω. (842, 226, 1066, 250)
raisin-text: ΠΥΡΓΟΣ, 12 Μαρτίου. — Ή άναγραφεϊσα εις τον τύπον είδησις περί αναβολής τών σταφιδικών νομοσχεδίων, ανεστάτωσε τούς κτηματίας. Άπεφασίσθη η συγκρότησις συλλαλητηρίου διά της συμμετοχής χωρικών προς έκδοσιν έντονου ψηφίσματος, προς τούς βουλευτάς Ήλείας ίνα μή άπέχωσι των συνεδριάσεων. Ολόκληρος η κτηματική τάξις παρακολουθεί μετ' ενδιαφέροντος την συζήτησιν, αναμένουσα την ψήφισιν των νομοσχεδίων. (142, 931, 366, 1055)
clinic-ad-mid: ΣΥΦΙΛΙΔΙΚΩΝ (1335, 97, 1447, 114)
ampelini-ad-sulfur: Τό θεΐον καί ό θειϊκός χαλκός (1326, 522, 1456, 534)
doctor-ad-origin: (ΗΠΕΙΡΩΤΗΣ) (1356, 1224, 1426, 1236)
retired-heading: ΟΙ ΑΠΟΣΤΡΑΤΕΥΘΕΝΤΕΣ (396, 139, 580, 155)
